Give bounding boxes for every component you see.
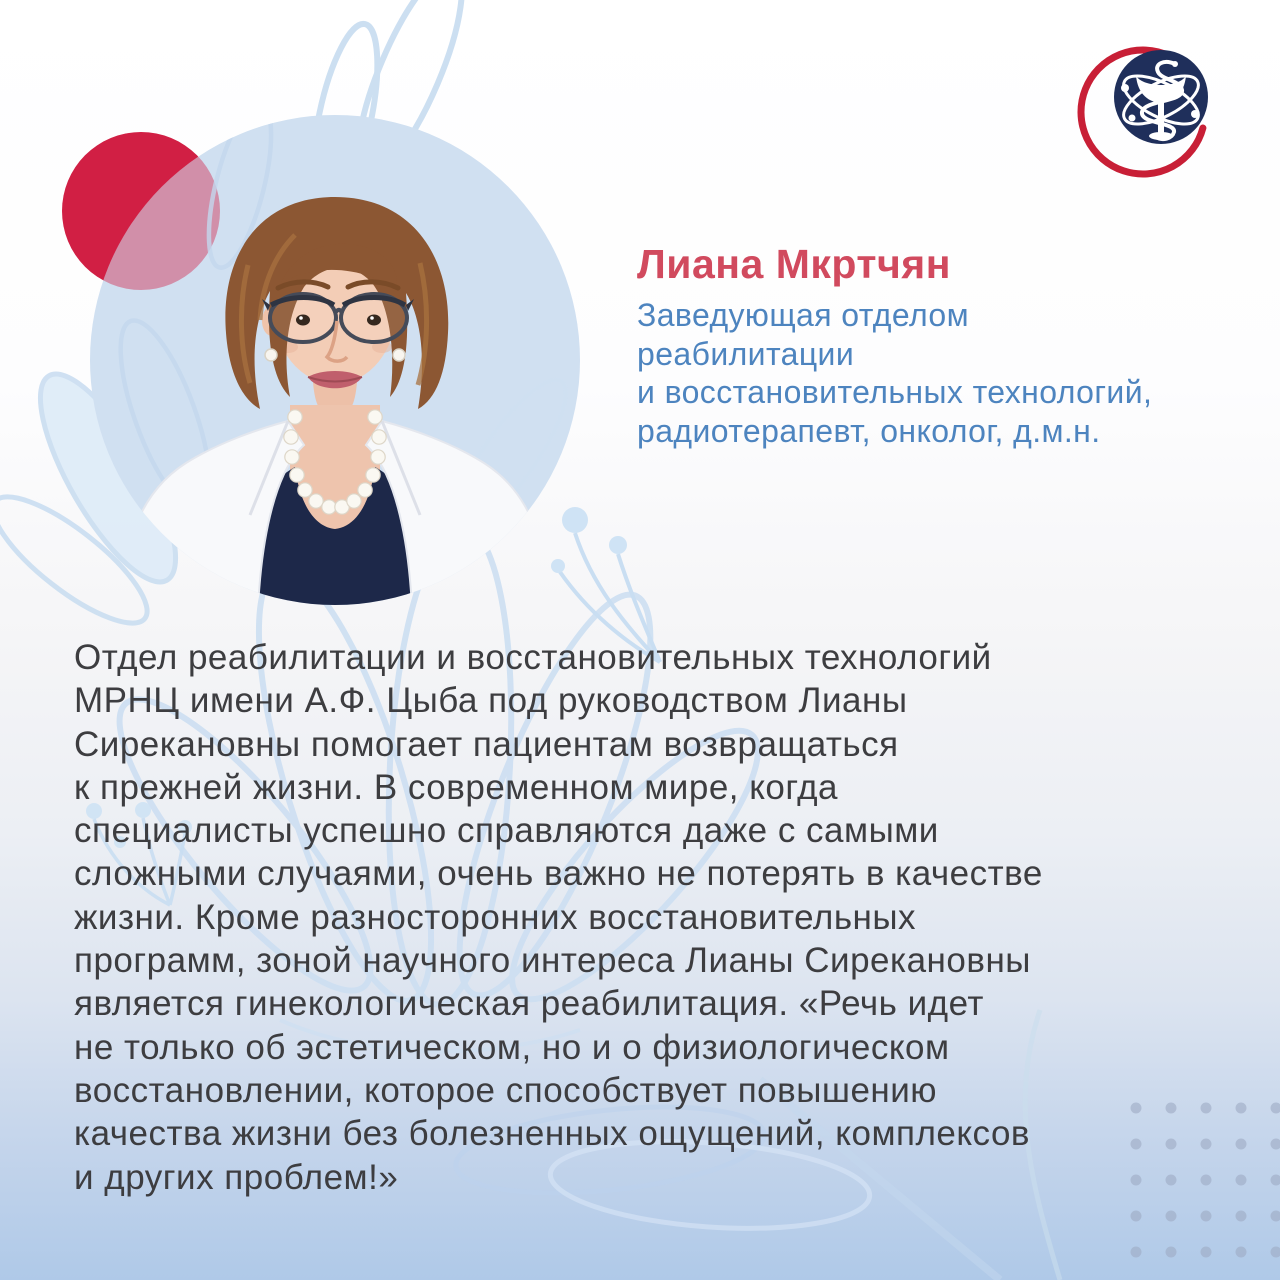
article-text bbox=[74, 636, 1043, 1199]
text-line: качества жизни без болезненных ощущений, комплексов bbox=[74, 1114, 1031, 1154]
text-line: и восстановительных технологий, bbox=[637, 374, 1153, 410]
doctor-photo-circle bbox=[90, 115, 580, 605]
profile-header bbox=[637, 240, 1152, 450]
clinic-logo bbox=[1072, 36, 1222, 186]
text-line: реабилитации bbox=[637, 335, 855, 372]
text-line: сложными случаями, очень важно не потерять в качестве bbox=[74, 854, 1043, 894]
dot-grid bbox=[1120, 1095, 1280, 1280]
text-line: к прежней жизни. В современном мире, когда bbox=[74, 767, 838, 807]
text-line: Заведующая отделом bbox=[637, 297, 969, 333]
text-line: специалисты успешно справляются даже с самыми bbox=[74, 811, 939, 851]
text-line: Сирекановны помогает пациентам возвращаться bbox=[74, 724, 899, 764]
text-line: Отдел реабилитации и восстановительных технологий bbox=[74, 638, 992, 677]
text-line: не только об эстетическом, но и о физиологическом bbox=[74, 1027, 950, 1067]
text-line: жизни. Кроме разносторонних восстановительных bbox=[74, 897, 917, 937]
text-line: и других проблем!» bbox=[74, 1157, 399, 1197]
doctor-title bbox=[637, 296, 1152, 450]
text-line: МРНЦ имени А.Ф. Цыба под руководством Лианы bbox=[74, 681, 908, 721]
text-line: является гинекологическая реабилитация. «Речь идет bbox=[74, 984, 984, 1024]
text-line: радиотерапевт, онколог, д.м.н. bbox=[637, 412, 1101, 449]
doctor-name: Лиана Мкртчян bbox=[637, 241, 951, 287]
doctor-portrait-illustration bbox=[90, 115, 580, 605]
text-line: программ, зоной научного интереса Лианы Сирекановны bbox=[74, 941, 1031, 981]
text-line: восстановлении, которое способствует повышению bbox=[74, 1070, 938, 1110]
